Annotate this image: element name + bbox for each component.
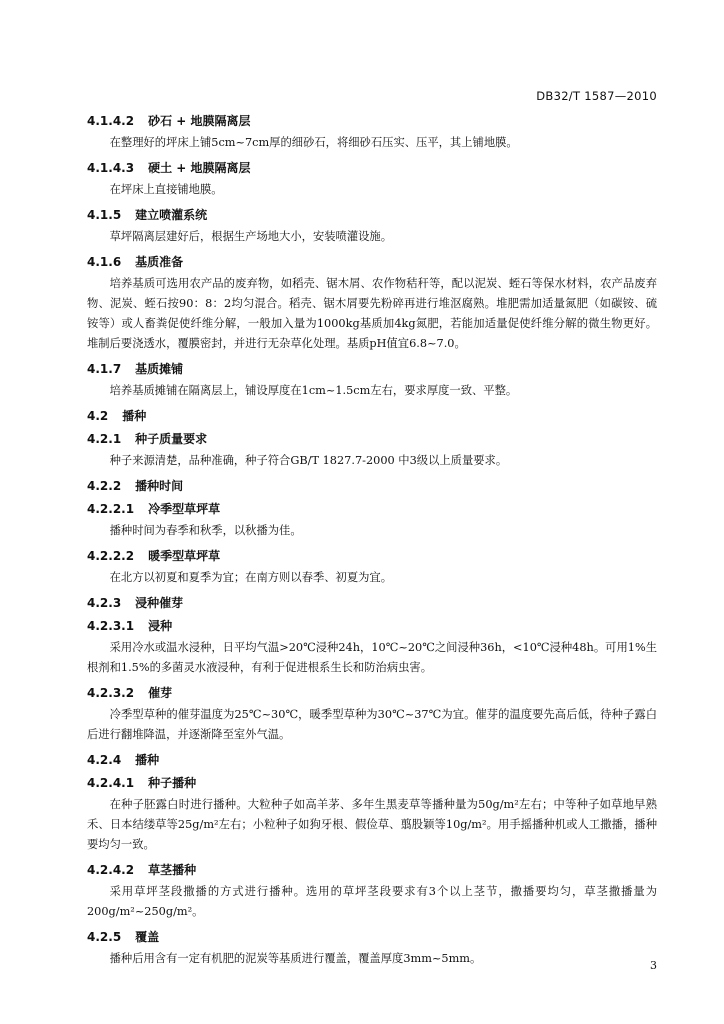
section-number: 4.1.6 xyxy=(87,255,122,269)
section-title: 基质准备 xyxy=(135,255,184,269)
section-heading xyxy=(87,110,657,133)
section-title: 种子质量要求 xyxy=(135,432,208,446)
section-title: 砂石 + 地膜隔离层 xyxy=(148,114,251,128)
paragraph: 培养基质摊铺在隔离层上，铺设厚度在1cm~1.5cm左右，要求厚度一致、平整。 xyxy=(109,384,518,397)
section-heading xyxy=(87,772,657,795)
section-heading xyxy=(87,204,657,227)
section-heading xyxy=(87,926,657,949)
paragraph: 在种子胚露白时进行播种。大粒种子如高羊茅、多年生黑麦草等播种量为50g/m²左右；中等种子如草地早熟禾、日本结缕草等25g/m²左右；小粒种子如狗牙根、假俭草、翦股颖等10g/m²。用手摇播种机或人工撒播，播种要均匀一致。 xyxy=(87,798,657,851)
section-heading xyxy=(87,545,657,568)
section-title: 暖季型草坪草 xyxy=(148,549,221,563)
section-heading xyxy=(87,475,657,498)
section-title: 播种 xyxy=(122,409,147,423)
section-heading xyxy=(87,405,657,428)
section-heading xyxy=(87,682,657,705)
page-number: 3 xyxy=(650,959,657,972)
section-heading xyxy=(87,859,657,882)
section-title: 覆盖 xyxy=(135,930,160,944)
section-heading xyxy=(87,358,657,381)
paragraph: 培养基质可选用农产品的废弃物，如稻壳、锯木屑、农作物秸秆等，配以泥炭、蛭石等保水材料，农产品废弃物、泥炭、蛭石按90：8：2均匀混合。稻壳、锯木屑要先粉碎再进行堆沤腐熟。堆肥需加适量氮肥（如碳铵、硫铵等）或人畜粪促使纤维分解，一般加入量为1000kg基质加4kg氮肥，若能加适量促使纤维分解的微生物更好。堆制后要浇透水，覆膜密封，并进行无杂草化处理。基质pH值宜6.8~7.0。 xyxy=(87,277,657,350)
section-number: 4.2.4.2 xyxy=(87,863,135,877)
section-number: 4.2.5 xyxy=(87,930,122,944)
section-title: 硬土 + 地膜隔离层 xyxy=(148,161,251,175)
section-heading xyxy=(87,251,657,274)
section-heading xyxy=(87,749,657,772)
section-title: 浸种 xyxy=(148,619,173,633)
paragraph: 草坪隔离层建好后，根据生产场地大小，安装喷灌设施。 xyxy=(109,230,393,243)
paragraph: 冷季型草种的催芽温度为25℃~30℃，暖季型草种为30℃~37℃为宜。催芽的温度要先高后低，待种子露白后进行翻堆降温，并逐渐降至室外气温。 xyxy=(87,708,657,741)
section-title: 浸种催芽 xyxy=(135,596,184,610)
section-title: 基质摊铺 xyxy=(135,362,184,376)
section-title: 草茎播种 xyxy=(148,863,197,877)
section-heading xyxy=(87,428,657,451)
document-body xyxy=(87,110,657,973)
section-heading xyxy=(87,498,657,521)
section-number: 4.2 xyxy=(87,409,109,423)
section-title: 冷季型草坪草 xyxy=(148,502,221,516)
section-number: 4.1.7 xyxy=(87,362,122,376)
section-number: 4.1.4.2 xyxy=(87,114,135,128)
section-number: 4.1.4.3 xyxy=(87,161,135,175)
paragraph: 在坪床上直接铺地膜。 xyxy=(109,183,223,196)
section-number: 4.2.3 xyxy=(87,596,122,610)
section-number: 4.2.4 xyxy=(87,753,122,767)
paragraph: 播种后用含有一定有机肥的泥炭等基质进行覆盖，覆盖厚度3mm~5mm。 xyxy=(109,952,482,965)
section-number: 4.2.3.1 xyxy=(87,619,135,633)
section-heading xyxy=(87,157,657,180)
paragraph: 采用草坪茎段撒播的方式进行播种。选用的草坪茎段要求有3个以上茎节，撒播要均匀，草茎撒播量为200g/m²~250g/m²。 xyxy=(87,885,657,918)
section-heading xyxy=(87,592,657,615)
section-number: 4.2.3.2 xyxy=(87,686,135,700)
paragraph: 种子来源清楚，品种准确，种子符合GB/T 1827.7-2000 中3级以上质量要求。 xyxy=(109,454,508,467)
section-number: 4.2.4.1 xyxy=(87,776,135,790)
section-number: 4.2.2.2 xyxy=(87,549,135,563)
section-number: 4.2.2 xyxy=(87,479,122,493)
section-number: 4.1.5 xyxy=(87,208,122,222)
section-title: 播种 xyxy=(135,753,160,767)
section-title: 催芽 xyxy=(148,686,173,700)
section-number: 4.2.1 xyxy=(87,432,122,446)
paragraph: 播种时间为春季和秋季，以秋播为佳。 xyxy=(109,524,302,537)
section-title: 种子播种 xyxy=(148,776,197,790)
section-title: 建立喷灌系统 xyxy=(135,208,208,222)
section-title: 播种时间 xyxy=(135,479,184,493)
paragraph: 采用冷水或温水浸种，日平均气温>20℃浸种24h，10℃~20℃之间浸种36h，<10℃浸种48h。可用1%生根剂和1.5%的多菌灵水液浸种，有利于促进根系生长和防治病虫害。 xyxy=(87,641,657,674)
section-number: 4.2.2.1 xyxy=(87,502,135,516)
document-code: DB32/T 1587—2010 xyxy=(536,89,657,103)
paragraph: 在整理好的坪床上铺5cm~7cm厚的细砂石，将细砂石压实、压平，其上铺地膜。 xyxy=(109,136,518,149)
paragraph: 在北方以初夏和夏季为宜；在南方则以春季、初夏为宜。 xyxy=(109,571,393,584)
section-heading xyxy=(87,615,657,638)
